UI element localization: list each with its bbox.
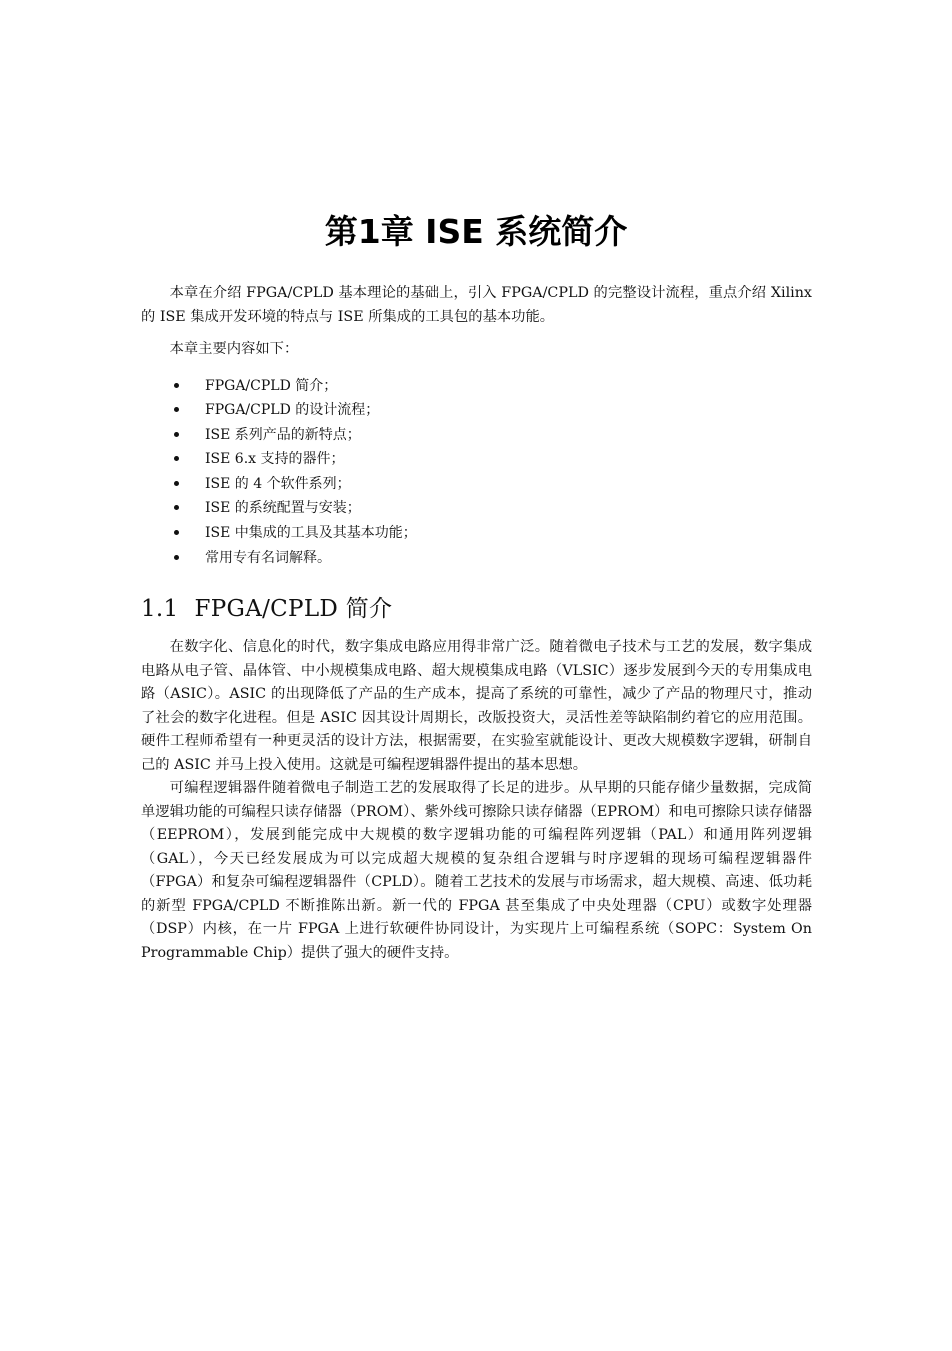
intro-paragraph: 本章在介绍 FPGA/CPLD 基本理论的基础上，引入 FPGA/CPLD 的完整设计流程，重点介绍 Xilinx 的 ISE 集成开发环境的特点与 ISE 所集成的工具包的基本功能。 xyxy=(141,285,812,325)
bullet-icon xyxy=(174,383,179,388)
list-item-text: ISE 系列产品的新特点； xyxy=(205,426,361,443)
bullet-icon xyxy=(174,505,179,510)
list-item-text: FPGA/CPLD 简介； xyxy=(205,377,338,394)
bullet-icon xyxy=(174,555,179,560)
list-item xyxy=(141,447,812,472)
list-item-text: ISE 6.x 支持的器件； xyxy=(205,451,345,468)
list-item xyxy=(141,423,812,448)
section-heading xyxy=(141,594,812,624)
bullet-icon xyxy=(174,407,179,412)
bullet-icon xyxy=(174,432,179,437)
chapter-title: 第1章 ISE 系统简介 xyxy=(324,212,628,252)
list-item-text: ISE 的系统配置与安装； xyxy=(205,500,361,517)
section-title: FPGA/CPLD 简介 xyxy=(194,596,393,623)
list-item-text: 常用专有名词解释。 xyxy=(205,549,331,566)
list-item xyxy=(141,398,812,423)
bullet-icon xyxy=(174,530,179,535)
list-item xyxy=(141,374,812,399)
list-item-text: ISE 中集成的工具及其基本功能； xyxy=(205,525,417,542)
list-item-text: ISE 的 4 个软件系列； xyxy=(205,475,351,492)
list-item xyxy=(141,472,812,497)
contents-list xyxy=(141,374,812,571)
contents-lead: 本章主要内容如下： xyxy=(169,341,299,357)
page-content xyxy=(141,282,812,965)
bullet-icon xyxy=(174,456,179,461)
list-item-text: FPGA/CPLD 的设计流程； xyxy=(205,402,380,419)
list-item xyxy=(141,521,812,546)
list-item xyxy=(141,496,812,521)
list-item xyxy=(141,546,812,571)
section-number: 1.1 xyxy=(141,596,179,623)
body-paragraph: 可编程逻辑器件随着微电子制造工艺的发展取得了长足的进步。从早期的只能存储少量数据，完成简单逻辑功能的可编程只读存储器（PROM）、紫外线可擦除只读存储器（EPROM）和电可擦除只读存储器（EEPROM），发展到能完成中大规模的数字逻辑功能的可编程阵列逻辑（PAL）和通用阵列逻辑（GAL），今天已经发展成为可以完成超大规模的复杂组合逻辑与时序逻辑的现场可编程逻辑器件（FPGA）和复杂可编程逻辑器件（CPLD）。随着工艺技术的发展与市场需求，超大规模、高速、低功耗的新型 FPGA/CPLD 不断推陈出新。新一代的 FPGA 甚至集成了中央处理器（CPU）或数字处理器（DSP）内核，在一片 FPGA 上进行软硬件协同设计，为实现片上可编程系统（SOPC：System On Programmable Chip）提供了强大的硬件支持。 xyxy=(141,780,812,961)
bullet-icon xyxy=(174,481,179,486)
body-paragraph: 在数字化、信息化的时代，数字集成电路应用得非常广泛。随着微电子技术与工艺的发展，数字集成电路从电子管、晶体管、中小规模集成电路、超大规模集成电路（VLSIC）逐步发展到今天的专用集成电路（ASIC）。ASIC 的出现降低了产品的生产成本，提高了系统的可靠性，减少了产品的物理尺寸，推动了社会的数字化进程。但是 ASIC 因其设计周期长，改版投资大，灵活性差等缺陷制约着它的应用范围。硬件工程师希望有一种更灵活的设计方法，根据需要，在实验室就能设计、更改大规模数字逻辑，研制自己的 ASIC 并马上投入使用。这就是可编程逻辑器件提出的基本思想。 xyxy=(141,639,812,773)
